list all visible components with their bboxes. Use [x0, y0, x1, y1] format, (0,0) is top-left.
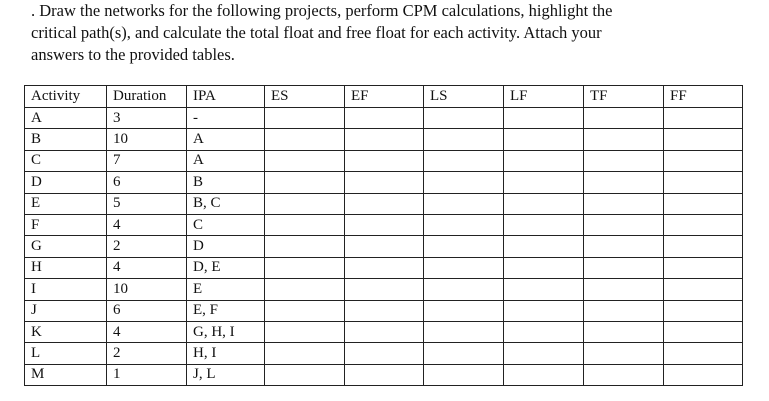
- cell-activity: A: [25, 108, 107, 129]
- cell-ipa: E, F: [187, 300, 265, 321]
- cell-es: [265, 193, 345, 214]
- column-header-es: ES: [265, 86, 345, 108]
- cell-ef: [345, 300, 424, 321]
- cell-lf: [504, 214, 584, 235]
- cpm-table: [24, 85, 743, 386]
- cell-duration: 4: [107, 214, 187, 235]
- cell-activity: B: [25, 129, 107, 150]
- table-row: [25, 279, 743, 300]
- cell-ipa: -: [187, 108, 265, 129]
- cell-ls: [424, 108, 504, 129]
- instructions-line-2: critical path(s), and calculate the total float and free float for each activity. Attach your: [31, 23, 602, 42]
- cell-ef: [345, 108, 424, 129]
- cell-ipa: H, I: [187, 343, 265, 364]
- table-row: [25, 108, 743, 129]
- cell-ls: [424, 193, 504, 214]
- table-row: [25, 129, 743, 150]
- cell-tf: [584, 279, 664, 300]
- cell-activity: J: [25, 300, 107, 321]
- cell-ef: [345, 193, 424, 214]
- cell-duration: 10: [107, 129, 187, 150]
- column-header-duration: Duration: [107, 86, 187, 108]
- cell-es: [265, 343, 345, 364]
- cell-lf: [504, 172, 584, 193]
- cell-ipa: D, E: [187, 257, 265, 278]
- cell-ff: [664, 193, 743, 214]
- cell-es: [265, 321, 345, 342]
- cell-duration: 4: [107, 257, 187, 278]
- cell-ls: [424, 343, 504, 364]
- cell-lf: [504, 279, 584, 300]
- cell-ipa: B: [187, 172, 265, 193]
- cell-ls: [424, 150, 504, 171]
- cell-tf: [584, 129, 664, 150]
- cell-es: [265, 172, 345, 193]
- cell-ls: [424, 321, 504, 342]
- cell-ff: [664, 257, 743, 278]
- cell-duration: 3: [107, 108, 187, 129]
- cell-activity: C: [25, 150, 107, 171]
- cell-duration: 6: [107, 172, 187, 193]
- cell-es: [265, 236, 345, 257]
- cell-tf: [584, 300, 664, 321]
- table-row: [25, 172, 743, 193]
- cell-tf: [584, 150, 664, 171]
- table-header-row: [25, 86, 743, 108]
- cell-tf: [584, 257, 664, 278]
- cell-es: [265, 279, 345, 300]
- cell-ls: [424, 364, 504, 385]
- cell-duration: 5: [107, 193, 187, 214]
- cell-activity: D: [25, 172, 107, 193]
- cell-ls: [424, 129, 504, 150]
- cell-lf: [504, 343, 584, 364]
- column-header-activity: Activity: [25, 86, 107, 108]
- cell-ls: [424, 236, 504, 257]
- cell-duration: 2: [107, 236, 187, 257]
- table-body: [25, 108, 743, 386]
- cell-ls: [424, 172, 504, 193]
- cell-lf: [504, 236, 584, 257]
- cell-lf: [504, 129, 584, 150]
- cell-lf: [504, 108, 584, 129]
- table-row: [25, 300, 743, 321]
- cell-ff: [664, 364, 743, 385]
- cell-duration: 4: [107, 321, 187, 342]
- cell-ff: [664, 236, 743, 257]
- cell-ff: [664, 129, 743, 150]
- instructions-text: [31, 0, 731, 66]
- cell-ipa: J, L: [187, 364, 265, 385]
- cell-duration: 6: [107, 300, 187, 321]
- instructions-line-1: . Draw the networks for the following projects, perform CPM calculations, highlight the: [31, 1, 613, 20]
- cell-ff: [664, 321, 743, 342]
- cell-ipa: B, C: [187, 193, 265, 214]
- cell-lf: [504, 321, 584, 342]
- cell-es: [265, 150, 345, 171]
- cell-ff: [664, 300, 743, 321]
- cell-activity: G: [25, 236, 107, 257]
- cell-ls: [424, 279, 504, 300]
- cell-duration: 7: [107, 150, 187, 171]
- cell-tf: [584, 343, 664, 364]
- cell-activity: L: [25, 343, 107, 364]
- column-header-ef: EF: [345, 86, 424, 108]
- cell-ef: [345, 150, 424, 171]
- table-row: [25, 321, 743, 342]
- cell-tf: [584, 364, 664, 385]
- cell-duration: 2: [107, 343, 187, 364]
- table-row: [25, 236, 743, 257]
- cell-activity: I: [25, 279, 107, 300]
- cell-tf: [584, 172, 664, 193]
- cell-ef: [345, 236, 424, 257]
- column-header-tf: TF: [584, 86, 664, 108]
- column-header-ff: FF: [664, 86, 743, 108]
- cell-activity: H: [25, 257, 107, 278]
- cell-tf: [584, 214, 664, 235]
- cell-lf: [504, 150, 584, 171]
- cell-ipa: D: [187, 236, 265, 257]
- cell-lf: [504, 257, 584, 278]
- cell-ff: [664, 108, 743, 129]
- table-row: [25, 193, 743, 214]
- table-row: [25, 150, 743, 171]
- cell-ff: [664, 279, 743, 300]
- cell-tf: [584, 321, 664, 342]
- cell-lf: [504, 300, 584, 321]
- cell-tf: [584, 108, 664, 129]
- cell-lf: [504, 193, 584, 214]
- cell-ef: [345, 257, 424, 278]
- column-header-ipa: IPA: [187, 86, 265, 108]
- cell-ls: [424, 214, 504, 235]
- table-row: [25, 343, 743, 364]
- cell-ff: [664, 150, 743, 171]
- cell-es: [265, 257, 345, 278]
- cell-es: [265, 364, 345, 385]
- cell-ipa: C: [187, 214, 265, 235]
- cell-es: [265, 214, 345, 235]
- cell-ef: [345, 321, 424, 342]
- cell-es: [265, 108, 345, 129]
- instructions-line-3: answers to the provided tables.: [31, 45, 235, 64]
- cell-tf: [584, 193, 664, 214]
- cell-ff: [664, 214, 743, 235]
- cell-duration: 10: [107, 279, 187, 300]
- cell-activity: E: [25, 193, 107, 214]
- table-row: [25, 257, 743, 278]
- cell-ef: [345, 129, 424, 150]
- cell-tf: [584, 236, 664, 257]
- cell-ipa: G, H, I: [187, 321, 265, 342]
- cell-lf: [504, 364, 584, 385]
- column-header-lf: LF: [504, 86, 584, 108]
- column-header-ls: LS: [424, 86, 504, 108]
- cell-activity: K: [25, 321, 107, 342]
- cell-es: [265, 129, 345, 150]
- cell-ls: [424, 257, 504, 278]
- cell-ipa: E: [187, 279, 265, 300]
- cell-activity: M: [25, 364, 107, 385]
- cell-ef: [345, 364, 424, 385]
- cell-ef: [345, 279, 424, 300]
- cell-ls: [424, 300, 504, 321]
- cell-activity: F: [25, 214, 107, 235]
- cell-ff: [664, 172, 743, 193]
- table-row: [25, 364, 743, 385]
- cell-ef: [345, 214, 424, 235]
- cell-ipa: A: [187, 150, 265, 171]
- cell-ef: [345, 343, 424, 364]
- table-row: [25, 214, 743, 235]
- cell-duration: 1: [107, 364, 187, 385]
- cell-ff: [664, 343, 743, 364]
- cell-ef: [345, 172, 424, 193]
- cell-es: [265, 300, 345, 321]
- cell-ipa: A: [187, 129, 265, 150]
